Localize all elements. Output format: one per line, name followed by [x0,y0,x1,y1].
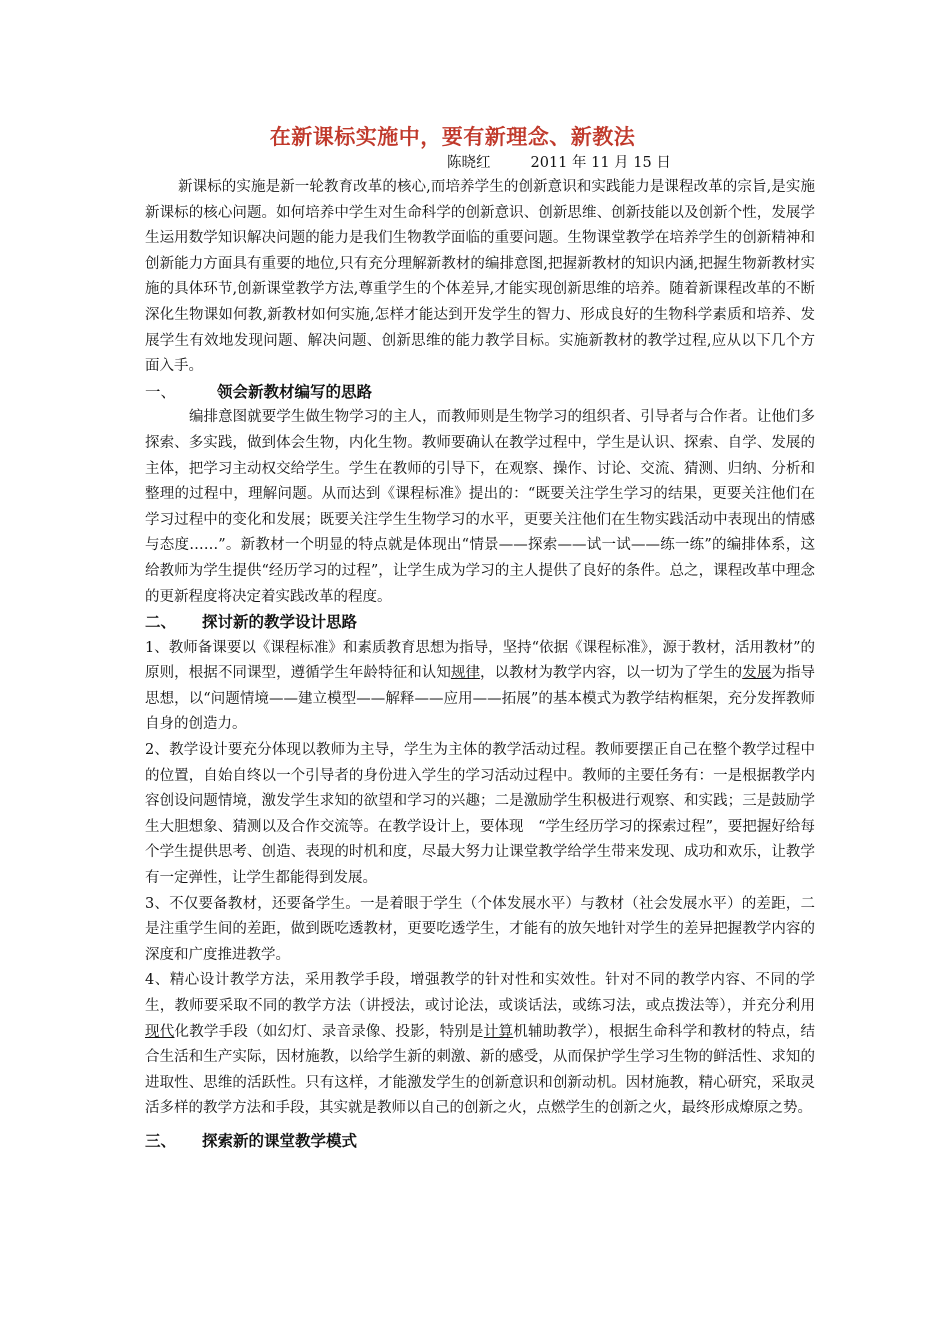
spacer [145,1122,815,1129]
section-3-heading [145,1129,815,1155]
document-body [145,175,815,1155]
author: 陈晓红 [447,155,491,171]
section-1-heading [145,380,815,406]
date: 2011 年 11 月 15 日 [530,155,671,171]
section-1-number: 一、 [145,382,177,401]
link-rule[interactable]: 规律 [450,665,481,682]
section-3-number: 三、 [145,1131,177,1150]
byline [447,151,671,172]
intro-paragraph: 新课标的实施是新一轮教育改革的核心,而培养学生的创新意识和实践能力是课程改革的宗旨,是实施新课标的核心问题。如何培养中学生对生命科学的创新意识、创新思维、创新技能以及创新个性，发展学生运用数学知识解决问题的能力是我们生物教学面临的重要问题。生物课堂教学在培养学生的创新精神和创新能力方面具有重要的地位,只有充分理解新教材的编排意图,把握新教材的知识内涵,把握生物新教材实施的具体环节,创新课堂教学方法,尊重学生的个体差异,才能实现创新思维的培养。随着新课程改革的不断深化生物课如何教,新教材如何实施,怎样才能达到开发学生的智力、形成良好的生物科学素质和培养、发展学生有效地发现问题、解决问题、创新思维的能力教学目标。实施新教材的教学过程,应从以下几个方面入手。 [145,179,815,375]
link-computing[interactable]: 计算 [483,1023,514,1040]
section-1-paragraph: 编排意图就要学生做生物学习的主人，而教师则是生物学习的组织者、引导者与合作者。让他们多探索、多实践，做到体会生物，内化生物。教师要确认在教学过程中，学生是认识、探索、自学、发展的主体，把学习主动权交给学生。学生在教师的引导下，在观察、操作、讨论、交流、猜测、归纳、分析和整理的过程中，理解问题。从而达到《课程标准》提出的：“既要关注学生学习的结果，更要关注他们在学习过程中的变化和发展；既要关注学生生物学习的水平，更要关注他们在生物实践活动中表现出的情感与态度……”。新教材一个明显的特点就是体现出“情景——探索——试一试——练一练”的编排体系，这给教师为学生提供“经历学习的过程”，让学生成为学习的主人提供了良好的条件。总之，课程改革中理念的更新程度将决定着实践改革的程度。 [145,409,815,605]
section-2-item-3: 3、不仅要备教材，还要备学生。一是着眼于学生（个体发展水平）与教材（社会发展水平）的差距，二是注重学生间的差距，做到既吃透教材，更要吃透学生，才能有的放矢地针对学生的差异把握教学内容的深度和广度推进教学。 [145,895,815,963]
section-2-heading [145,610,815,636]
section-3-title: 探索新的课堂教学模式 [202,1131,358,1150]
section-2-item-1: 1、教师备课要以《课程标准》和素质教育思想为指导，坚持“依据《课程标准》，源于教材，活用教材”的原则，根据不同课型，遵循学生年龄特征和认知规律，以教材为教学内容，以一切为了学生的发展为指导思想，以“问题情境——建立模型——解释——应用——拓展”的基本模式为教学结构框架，充分发挥教师自身的创造力。 [145,639,816,733]
page-title: 在新课标实施中，要有新理念、新教法 [269,125,636,149]
section-2-title: 探讨新的教学设计思路 [202,613,358,632]
link-development[interactable]: 发展 [742,665,772,682]
section-1-title: 领会新教材编写的思路 [217,382,373,401]
section-2-number: 二、 [145,613,177,632]
link-modern[interactable]: 现代 [145,1023,175,1040]
section-2-item-4: 4、精心设计教学方法，采用教学手段，增强教学的针对性和实效性。针对不同的教学内容、不同的学生，教师要采取不同的教学方法（讲授法，或讨论法，或谈话法，或练习法，或点拨法等），并充分利用现代化教学手段（如幻灯、录音录像、投影，特别是计算机辅助教学），根据生命科学和教材的特点，结合生活和生产实际，因材施教，以给学生新的刺激、新的感受，从而保护学生学习生物的鲜活性、求知的进取性、思维的活跃性。只有这样，才能激发学生的创新意识和创新动机。因材施教，精心研究，采取灵活多样的教学方法和手段，其实就是教师以自己的创新之火，点燃学生的创新之火，最终形成燎原之势。 [145,972,816,1117]
section-2-item-2: 2、教学设计要充分体现以教师为主导，学生为主体的教学活动过程。教师要摆正自己在整个教学过程中的位置，自始自终以一个引导者的身份进入学生的学习活动过程中。教师的主要任务有：一是根据教学内容创设问题情境，激发学生求知的欲望和学习的兴趣；二是激励学生积极进行观察、和实践；三是鼓励学生大胆想象、猜测以及合作交流等。在教学设计上，要体现 “学生经历学习的探索过程”，要把握好给每个学生提供思考、创造、表现的时机和度，尽最大努力让课堂教学给学生带来发现、成功和欢乐，让教学有一定弹性，让学生都能得到发展。 [145,742,815,887]
